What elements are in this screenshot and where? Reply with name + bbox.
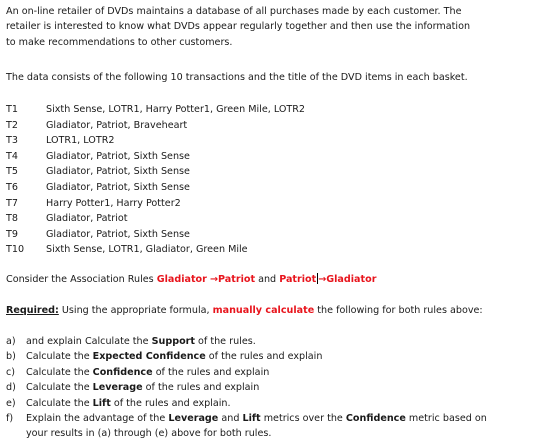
task-label: e) xyxy=(6,397,16,409)
transaction-items: Gladiator, Patriot, Sixth Sense xyxy=(46,181,190,193)
transaction-row xyxy=(6,118,305,134)
transaction-id: T10 xyxy=(6,244,25,256)
transaction-row xyxy=(6,227,305,243)
transaction-row xyxy=(6,164,305,180)
transaction-id: T6 xyxy=(6,181,18,193)
task-keyword: Expected Confidence xyxy=(92,351,206,363)
intro-line-1: An on-line retailer of DVDs maintains a database of all purchases made by each customer. The xyxy=(6,6,462,17)
task-label: a) xyxy=(6,336,16,347)
required-emphasis: manually calculate xyxy=(212,305,315,316)
transaction-id: T8 xyxy=(6,213,18,225)
transaction-id: T3 xyxy=(6,135,18,147)
task-label: d) xyxy=(6,382,16,394)
transaction-id: T5 xyxy=(6,166,18,178)
task-text: Calculate the xyxy=(26,382,93,394)
intro-line-3: to make recommendations to other customers. xyxy=(6,36,233,48)
arrow-icon: → xyxy=(209,274,218,285)
data-intro: The data consists of the following 10 transactions and the title of the DVD items in each basket. xyxy=(6,72,468,83)
task-text: metric based on xyxy=(405,413,487,425)
transaction-id: T4 xyxy=(6,150,18,162)
task-text: of the rules and explain. xyxy=(110,397,231,409)
task-text: and explain Calculate the xyxy=(26,336,152,347)
transaction-row xyxy=(6,180,305,196)
task-keyword: Confidence xyxy=(92,366,153,378)
transaction-items: Gladiator, Patriot, Sixth Sense xyxy=(46,150,190,162)
task-keyword: Lift xyxy=(242,413,261,425)
rule2-lhs: Patriot xyxy=(279,274,317,285)
task-text: Calculate the xyxy=(26,397,93,409)
task-text: Calculate the xyxy=(26,366,93,378)
transaction-row xyxy=(6,196,305,212)
rules-and: and xyxy=(255,274,280,285)
task-text: and xyxy=(218,413,243,425)
task-text: of the rules and explain xyxy=(205,351,323,363)
required-label: Required: xyxy=(6,305,59,316)
list-item xyxy=(6,349,544,364)
intro-line-2: retailer is interested to know what DVDs appear regularly together and then use the information xyxy=(6,21,471,33)
transaction-row xyxy=(6,149,305,165)
task-label: f) xyxy=(6,413,14,425)
transaction-items: Sixth Sense, LOTR1, Gladiator, Green Mile xyxy=(46,244,248,256)
task-label: b) xyxy=(6,351,16,363)
rules-line xyxy=(6,272,544,287)
arrow-icon: → xyxy=(318,274,327,285)
transaction-list xyxy=(6,102,305,258)
transaction-row xyxy=(6,211,305,227)
task-list xyxy=(6,334,544,442)
task-text: your results in (a) through (e) above for both rules. xyxy=(26,428,272,440)
task-keyword: Confidence xyxy=(345,413,406,425)
transaction-id: T1 xyxy=(6,104,18,115)
required-line xyxy=(6,303,544,318)
rule1-rhs: Patriot xyxy=(218,274,256,285)
transaction-id: T9 xyxy=(6,228,18,240)
list-item xyxy=(6,334,544,349)
transaction-items: Gladiator, Patriot xyxy=(46,213,128,225)
required-text-2: the following for both rules above: xyxy=(314,305,483,316)
required-text-1: Using the appropriate formula, xyxy=(58,305,213,316)
transaction-items: Harry Potter1, Harry Potter2 xyxy=(46,197,181,209)
transaction-row xyxy=(6,133,305,149)
task-text: metrics over the xyxy=(260,413,346,425)
transaction-row xyxy=(6,242,305,258)
task-text: of the rules and explain xyxy=(152,366,270,378)
transaction-row xyxy=(6,102,305,118)
task-label: c) xyxy=(6,366,16,378)
transaction-id: T2 xyxy=(6,119,18,131)
transaction-items: Gladiator, Patriot, Braveheart xyxy=(46,119,188,131)
task-text: Calculate the xyxy=(26,351,93,363)
list-item xyxy=(6,365,544,380)
intro-paragraph xyxy=(6,4,544,50)
task-keyword: Leverage xyxy=(168,413,219,425)
task-text: Explain the advantage of the xyxy=(26,413,169,425)
task-text: of the rules and explain xyxy=(142,382,260,394)
transaction-id: T7 xyxy=(6,197,18,209)
transaction-items: Gladiator, Patriot, Sixth Sense xyxy=(46,166,190,178)
task-keyword: Support xyxy=(151,336,195,347)
transaction-items: Gladiator, Patriot, Sixth Sense xyxy=(46,228,190,240)
rule1-lhs: Gladiator xyxy=(156,274,207,285)
list-item xyxy=(6,411,544,442)
rule2-rhs: Gladiator xyxy=(326,274,377,285)
task-keyword: Lift xyxy=(92,397,111,409)
task-keyword: Leverage xyxy=(92,382,143,394)
list-item xyxy=(6,396,544,411)
rules-prefix: Consider the Association Rules xyxy=(6,274,157,285)
task-text: of the rules. xyxy=(194,336,256,347)
list-item xyxy=(6,380,544,395)
transaction-items: Sixth Sense, LOTR1, Harry Potter1, Green Mile, LOTR2 xyxy=(46,104,306,115)
transaction-items: LOTR1, LOTR2 xyxy=(46,135,115,147)
